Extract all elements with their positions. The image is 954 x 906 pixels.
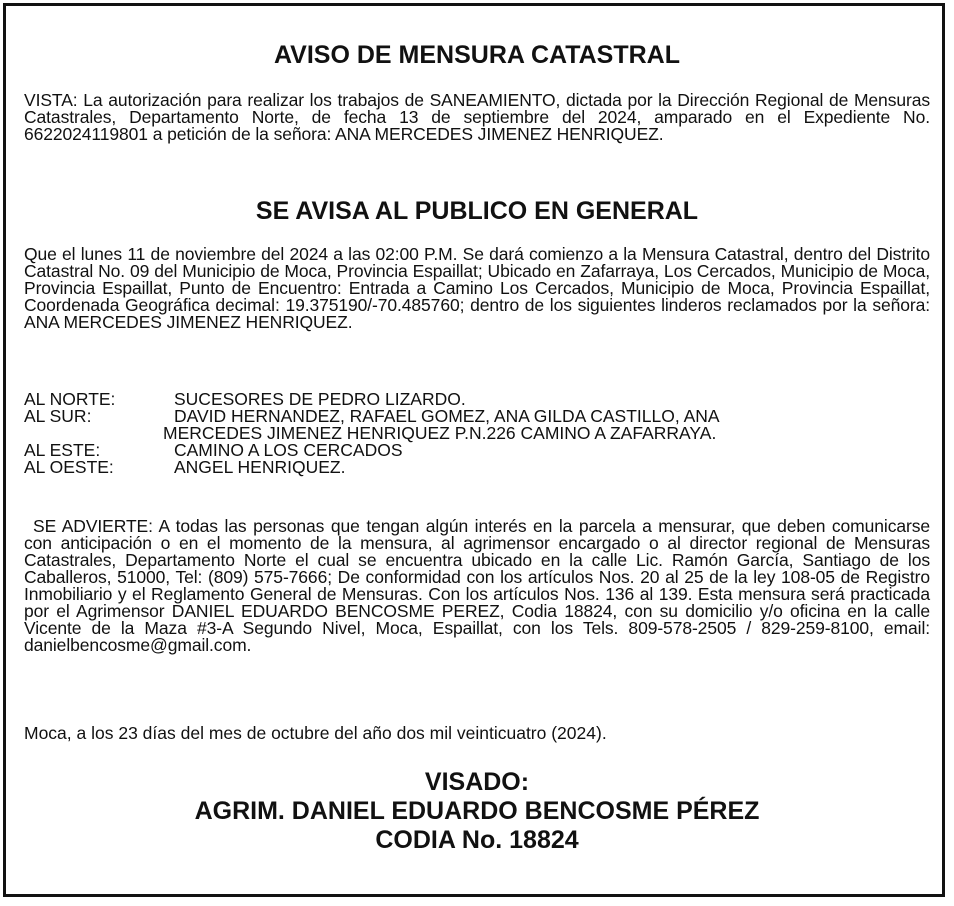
lindero-oeste-value: ANGEL HENRIQUEZ.: [174, 457, 346, 477]
notice-subtitle: SE AVISA AL PUBLICO EN GENERAL: [255, 197, 699, 225]
vista-paragraph: VISTA: La autorización para realizar los trabajos de SANEAMIENTO, dictada por la Dirección Regional de Mensuras Catastrales, Departamento Norte, de fecha 13 de septiembre del 2024, amparado en el Expediente No. 6622024119801 a petición de la señora: ANA MERCEDES JIMENEZ HENRIQUEZ.: [24, 90, 930, 144]
lindero-este-value: CAMINO A LOS CERCADOS: [174, 440, 403, 460]
lindero-oeste-label: AL OESTE:: [24, 457, 114, 477]
lindero-norte-label: AL NORTE:: [24, 389, 116, 409]
lindero-sur-value: DAVID HERNANDEZ, RAFAEL GOMEZ, ANA GILDA CASTILLO, ANA: [174, 406, 720, 426]
body-paragraph: Que el lunes 11 de noviembre del 2024 a las 02:00 P.M. Se dará comienzo a la Mensura Catastral, dentro del Distrito Catastral No. 09 del Municipio de Moca, Provincia Espaillat; Ubicado en Zafarraya, Los Cercados, Municipio de Moca, Provincia Espaillat, Punto de Encuentro: Entrada a Camino Los Cercados, Municipio de Moca, Provincia Espaillat, Coordenada Geográfica decimal: 19.375190/-70.485760; dentro de los siguientes linderos reclamados por la señora: ANA MERCEDES JIMENEZ HENRIQUEZ.: [24, 244, 930, 332]
signature-codia: CODIA No. 18824: [375, 826, 579, 854]
notice-title: AVISO DE MENSURA CATASTRAL: [273, 41, 681, 69]
lindero-sur-cont-value: MERCEDES JIMENEZ HENRIQUEZ P.N.226 CAMINO A ZAFARRAYA.: [163, 423, 717, 443]
lindero-norte-value: SUCESORES DE PEDRO LIZARDO.: [174, 389, 466, 409]
lindero-este-label: AL ESTE:: [24, 440, 101, 460]
advierte-paragraph: SE ADVIERTE: A todas las personas que tengan algún interés en la parcela a mensurar, que deben comunicarse con anticipación o en el momento de la mensura, al agrimensor encargado o al director regional de Mensuras Catastrales, Departamento Norte el cual se encuentra ubicado en la calle Lic. Ramón García, Santiago de los Caballeros, 51000, Tel: (809) 575-7666; De conformidad con los artículos Nos. 20 al 25 de la ley 108-05 de Registro Inmobiliario y el Reglamento General de Mensuras. Con los artículos Nos. 136 al 139. Esta mensura será practicada por el Agrimensor DANIEL EDUARDO BENCOSME PEREZ, Codia 18824, con su domicilio y/o oficina en la calle Vicente de la Maza #3-A Segundo Nivel, Moca, Espaillat, con los Tels. 809-578-2505 / 829-259-8100, email: danielbencosme@gmail.com.: [24, 516, 930, 655]
lindero-oeste: [24, 459, 930, 476]
lindero-sur-continuation: [24, 425, 930, 442]
signature-name: AGRIM. DANIEL EDUARDO BENCOSME PÉREZ: [194, 797, 760, 825]
notice-frame: [3, 3, 945, 897]
signature-block: [24, 768, 930, 855]
linderos-list: [24, 391, 930, 476]
signature-visado: VISADO:: [424, 768, 530, 796]
lindero-sur-label: AL SUR:: [24, 406, 92, 426]
lindero-este: [24, 442, 930, 459]
closing-line: Moca, a los 23 días del mes de octubre del año dos mil veinticuatro (2024).: [24, 723, 607, 743]
